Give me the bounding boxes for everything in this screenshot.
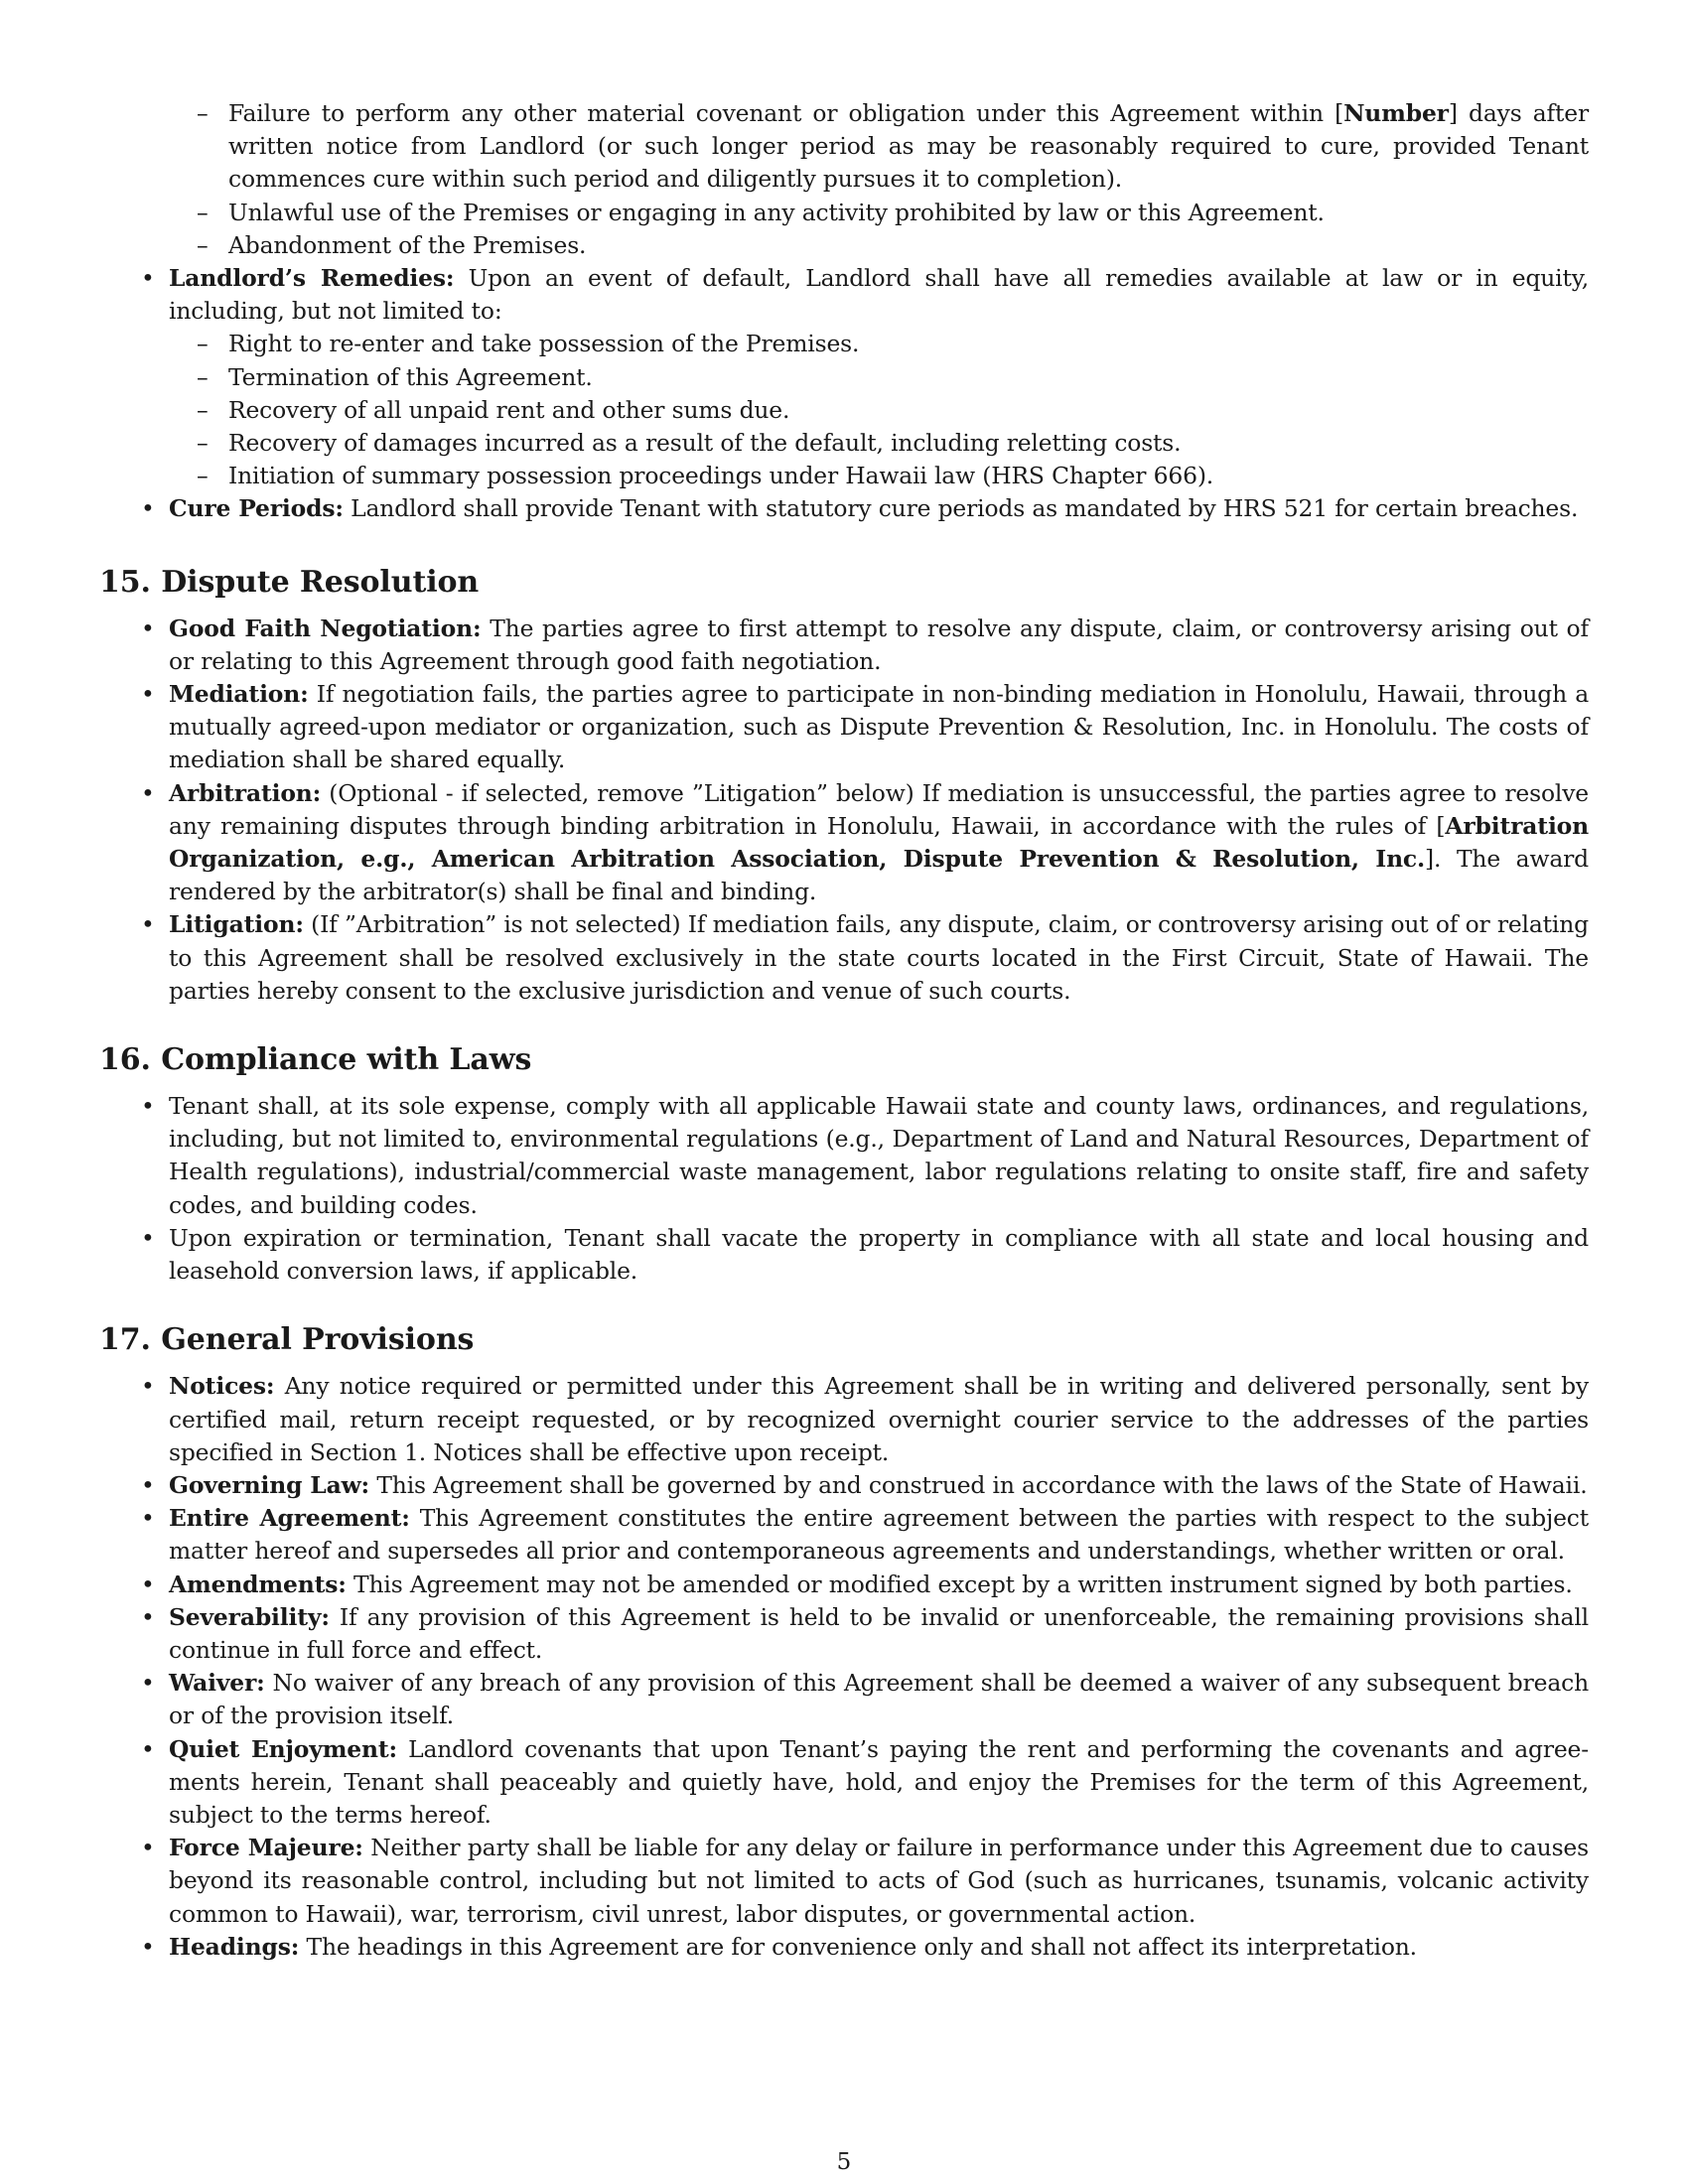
- compliance-list: [99, 1090, 1589, 1288]
- dash-marker: –: [197, 462, 209, 490]
- list-item: • Litigation: (If ”Arbitration” is not selected) If mediation fails, any dispute, claim, or controversy arising out of or relating to this Agreement shall be resolved exclusively in the state courts located in the First Circuit, State of Hawaii. The parties hereby consent to the exclusive jurisdiction and venue of such courts.: [141, 910, 1589, 1005]
- dash-marker: –: [197, 429, 209, 458]
- bullet-marker: •: [141, 1669, 155, 1698]
- list-item: • Headings: The headings in this Agreement are for convenience only and shall not affect its interpretation.: [99, 1931, 1589, 1964]
- list-item: • Waiver: No waiver of any breach of any provision of this Agreement shall be deemed a waiver of any subsequent breach or of the provision itself.: [141, 1669, 1589, 1730]
- list-item: • Severability: If any provision of this Agreement is held to be invalid or unenforceable, the remaining provisions shall continue in full force and effect.: [141, 1602, 1589, 1664]
- bullet-marker: •: [141, 614, 155, 642]
- list-item: • Amendments: This Agreement may not be amended or modified except by a written instrument signed by both parties.: [99, 1569, 1589, 1601]
- list-item: – Right to re-enter and take possession of the Premises.: [99, 328, 1589, 360]
- bullet-marker: •: [141, 1504, 155, 1533]
- page-number: 5: [836, 2149, 852, 2175]
- cure-periods-item: • Cure Periods: Landlord shall provide Tenant with statutory cure periods as mandated by HRS 521 for certain breaches.: [99, 492, 1589, 525]
- list-item: • Mediation: If negotiation fails, the parties agree to participate in non-binding mediation in Honolulu, Hawaii, through a mutually agreed-upon mediator or organization, such as Dispute Prevention & Resolution, Inc. in Honolulu. The costs of mediation shall be shared equally.: [141, 680, 1589, 774]
- list-item: – Termination of this Agreement.: [99, 361, 1589, 394]
- list-item: – Failure to perform any other material covenant or obligation under this Agreement within [Number] days after written notice from Landlord (or such longer period as may be reasonably required to cure, provided Tenant commences cure within such period and diligently pursues it to completion).: [197, 99, 1590, 194]
- list-item: – Initiation of summary possession proceedings under Hawaii law (HRS Chapter 666).: [99, 460, 1589, 492]
- section-heading-compliance-with-laws: 16. Compliance with Laws: [99, 1042, 532, 1078]
- list-item: • Entire Agreement: This Agreement constitutes the entire agreement between the parties with respect to the subject matter hereof and supersedes all prior and contemporaneous agreements and understandings, whether written or oral.: [141, 1504, 1589, 1566]
- list-item: – Unlawful use of the Premises or engaging in any activity prohibited by law or this Agreement.: [99, 197, 1589, 229]
- list-item: – Recovery of damages incurred as a result of the default, including reletting costs.: [99, 427, 1589, 460]
- bullet-marker: •: [141, 1734, 155, 1763]
- dash-marker: –: [197, 395, 209, 424]
- list-item: • Arbitration: (Optional - if selected, remove ”Litigation” below) If mediation is unsuccessful, the parties agree to resolve any remaining disputes through binding arbitration in Honolulu, Hawaii, in accordance with the rules of [Arbitration Organization, e.g., American Arbitration Association, Dispute Prevention & Resolution, Inc.]. The award rendered by the arbitrator(s) shall be final and binding.: [141, 778, 1589, 906]
- list-item: – Recovery of all unpaid rent and other sums due.: [99, 394, 1589, 427]
- bullet-marker: •: [141, 1372, 155, 1401]
- dash-marker: –: [197, 362, 209, 391]
- section-heading-general-provisions: 17. General Provisions: [99, 1322, 475, 1358]
- bullet-marker: •: [141, 1602, 155, 1631]
- section-heading-dispute-resolution: 15. Dispute Resolution: [99, 564, 480, 600]
- list-item: – Abandonment of the Premises.: [99, 229, 1589, 262]
- list-item: • Force Majeure: Neither party shall be liable for any delay or failure in performance under this Agreement due to causes beyond its reasonable control, including but not limited to acts of God (such as hurricanes, tsunamis, volcanic activity common to Hawaii), war, terrorism, civil unrest, labor disputes, or governmental action.: [141, 1834, 1589, 1928]
- dash-marker: –: [197, 198, 209, 226]
- list-item: • Tenant shall, at its sole expense, comply with all applicable Hawaii state and county laws, ordinances, and regulations, including, but not limited to, environmental regulations (e.g., Department of Land and Natural Resources, Department of Health regulations), industrial/commercial waste management, labor regulations relating to onsite staff, fire and safety codes, and building codes.: [141, 1092, 1589, 1219]
- bullet-marker: •: [141, 778, 155, 807]
- bullet-marker: •: [141, 910, 155, 939]
- dash-marker: –: [197, 99, 209, 127]
- bullet-marker: •: [141, 1223, 155, 1252]
- list-item: • Notices: Any notice required or permitted under this Agreement shall be in writing and delivered personally, sent by certified mail, return receipt requested, or by recognized overnight courier service to the addresses of the parties specified in Section 1. Notices shall be effective upon receipt.: [141, 1372, 1589, 1466]
- dispute-resolution-list: [99, 613, 1589, 1008]
- bullet-marker: •: [141, 264, 155, 293]
- list-item: • Good Faith Negotiation: The parties agree to first attempt to resolve any dispute, claim, or controversy arising out of or relating to this Agreement through good faith negotiation.: [141, 614, 1589, 675]
- bullet-marker: •: [141, 1092, 155, 1121]
- list-item: • Upon expiration or termination, Tenant shall vacate the property in compliance with all state and local housing and leasehold conversion laws, if applicable.: [141, 1223, 1589, 1286]
- general-provisions-list: [99, 1370, 1589, 1964]
- list-item: • Governing Law: This Agreement shall be governed by and construed in accordance with the laws of the State of Hawaii.: [99, 1469, 1589, 1502]
- default-sub-list: [99, 97, 1589, 526]
- bullet-marker: •: [141, 1932, 155, 1961]
- dash-marker: –: [197, 330, 209, 358]
- dash-marker: –: [197, 230, 209, 259]
- bullet-marker: •: [141, 1570, 155, 1598]
- bullet-marker: •: [141, 1834, 155, 1862]
- document-page: [99, 97, 1589, 1964]
- list-item: • Quiet Enjoyment: Landlord covenants that upon Tenant’s paying the rent and performing the covenants and agree-ments herein, Tenant shall peaceably and quietly have, hold, and enjoy the Premises for the term of this Agreement, subject to the terms hereof.: [141, 1734, 1589, 1829]
- landlord-remedies-item: • Landlord’s Remedies: Upon an event of default, Landlord shall have all remedies available at law or in equity, including, but not limited to:: [141, 264, 1590, 326]
- bullet-marker: •: [141, 494, 155, 523]
- bullet-marker: •: [141, 1470, 155, 1499]
- bullet-marker: •: [141, 680, 155, 709]
